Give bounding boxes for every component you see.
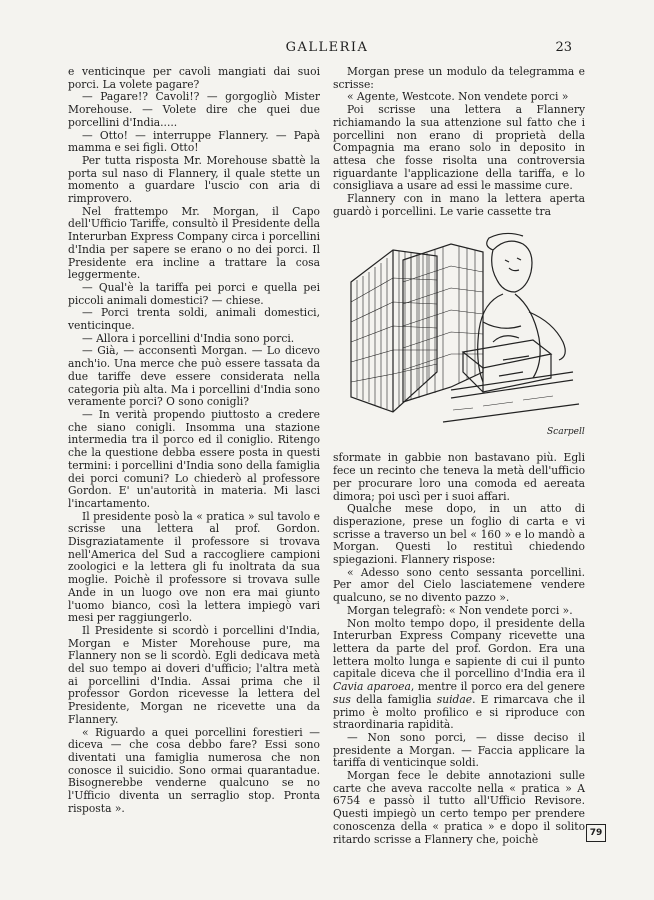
genus-name: sus <box>333 692 351 706</box>
paragraph: sformate in gabbie non bastavano più. Egli fece un recinto che teneva la metà dell'ufficio per procurare loro una comoda ed aereata dimora; poi uscì per i suoi affari. <box>333 451 585 503</box>
paragraph: « Riguardo a quei porcellini forestieri — diceva — che cosa debbo fare? Essi sono diventati una famiglia numerosa che non conosce il suicidio. Sono ormai quarantadue. Bisognerebbe venderne qualcuno se no l'Ufficio diventa un serraglio stop. Pronta risposta ». <box>68 725 320 815</box>
artist-signature: Scarpelli <box>547 427 585 438</box>
paragraph: « Agente, Westcote. Non vendete porci » <box>347 90 569 104</box>
text-run: porco era del genere <box>471 680 585 694</box>
paragraph: Il Presidente si scordò i porcellini d'India, Morgan e Mister Morehouse pure, ma Flannery non se li scordò. Egli dedicava metà del suo tempo ai doveri d'ufficio; l'altra metà ai porcellini d'India. Assai prima che il professor Gordon ricevesse la lettera del Presidente, Morgan ne ricevette una da Flannery. <box>68 623 320 726</box>
paragraph: Per tutta risposta Mr. Morehouse sbattè la porta sul naso di Flannery, il quale stette un momento a guardare l'uscio con aria di rimprovero. <box>68 153 320 206</box>
paragraph: — Qual'è la tariffa pei porci e quella pei piccoli animali domestici? — chiese. <box>68 280 320 307</box>
paragraph: — Già, — acconsentì Morgan. — Lo dicevo anch'io. Una merce che può essere tassata da due tariffe deve essere considerata nella categoria più alta. Ma i porcellini d'India sono veramente porci? O sono conigli? <box>68 344 320 409</box>
paragraph: — Porci trenta soldi, animali domestici, venticinque. <box>68 306 320 333</box>
paragraph-with-species <box>333 618 585 732</box>
issue-number-badge: 79 <box>586 824 606 842</box>
text-run: . E rimarcava che il primo è molto profilico e si riproduce con straordinaria rapidità. <box>333 692 585 732</box>
left-column <box>68 66 320 815</box>
paragraph: Morgan telegrafò: « Non vendete porci ». <box>347 603 573 617</box>
right-column <box>333 66 585 846</box>
paragraph: Morgan fece le debite annotazioni sulle carte che aveva raccolte nella « pratica » A 6754 e passò il tutto all'Ufficio Revisore. Questi impiegò un certo tempo per prendere conoscenza della « pratica » e dopo il solito ritardo scrisse a Flannery che, poichè <box>333 769 585 846</box>
illustration-flannery-cages <box>333 222 585 444</box>
paragraph: — Non sono porci, — disse deciso il presidente a Morgan. — Faccia applicare la tariffa di venticinque soldi. <box>333 730 585 770</box>
latin-name: Cavia aparoea <box>333 680 411 694</box>
page-header <box>0 40 654 60</box>
paragraph: Poi scrisse una lettera a Flannery richiamando la sua attenzione sul fatto che i porcellini non erano di proprietà della Compagnia ma erano solo in deposito in attesa che fosse risolta una controversia riguardante l'applicazione della tariffa, e lo consigliava a usare ad essi le massime cure. <box>333 103 585 193</box>
paragraph: Nel frattempo Mr. Morgan, il Capo dell'Ufficio Tariffe, consultò il Presidente della Interurban Express Company circa i porcellini d'India per sapere se erano o no dei porci. Il Presidente era incline a trattare la cosa leggermente. <box>68 204 320 282</box>
page-number: 23 <box>555 40 572 55</box>
paragraph: — Pagare!? Cavoli!? — gorgogliò Mister Morehouse. — Volete dire che quei due porcellini d'India..... <box>68 90 320 129</box>
family-name: suidae <box>436 692 473 706</box>
illustration-drawing <box>333 222 585 444</box>
paragraph: Il presidente posò la « pratica » sul tavolo e scrisse una lettera al prof. Gordon. Disgraziatamente il professore si trovava nell'America del Sud a raccogliere campioni zoologici e la lettera gli fu inoltrata da sua moglie. Poichè il professore si trovava sulle Ande in un luogo ove non era mai giunto l'uomo bianco, così la lettera impiegò vari mesi per raggiungerlo. <box>68 509 320 625</box>
paragraph: — Otto! — interruppe Flannery. — Papà mamma e sei figli. Otto! <box>68 128 320 155</box>
text-run: , mentre il <box>410 680 468 694</box>
paragraph: Morgan prese un modulo da telegramma e scrisse: <box>333 65 585 91</box>
paragraph: Qualche mese dopo, in un atto di disperazione, prese un foglio di carta e vi scrisse a traverso un bel « 160 » e lo mandò a Morgan. Questi lo restituì chiedendo spiegazioni. Flannery rispose: <box>333 502 585 567</box>
paragraph: Flannery con in mano la lettera aperta guardò i porcellini. Le varie cassette tra <box>333 192 585 218</box>
text-run: Non molto tempo dopo, il presidente della Interurban Express Company ricevette una lettera da parte del prof. Gordon. Era una lettera molto lunga e sapiente di cui il punto capitale diceva che il porcellino d'India era il <box>333 616 585 681</box>
text-run: della famiglia <box>356 692 432 706</box>
paragraph: « Adesso sono cento sessanta porcellini. Per amor del Cielo lasciatemene vendere qualcuno, se no divento pazzo ». <box>333 565 585 605</box>
paragraph: — In verità propendo piuttosto a credere che siano conigli. Insomma una stazione intermedia tra il porco ed il coniglio. Ritengo che la questione debba essere posta in questi termini: i porcellini d'India sono della famiglia dei porci comuni? Lo chiederò al professore Gordon. E' un'autorità in materia. Mi lasci l'incartamento. <box>68 407 320 510</box>
paragraph: — Allora i porcellini d'India sono porci. <box>82 331 295 345</box>
running-title: GALLERIA <box>285 40 369 55</box>
paragraph: e venticinque per cavoli mangiati dai suoi porci. La volete pagare? <box>68 65 320 91</box>
